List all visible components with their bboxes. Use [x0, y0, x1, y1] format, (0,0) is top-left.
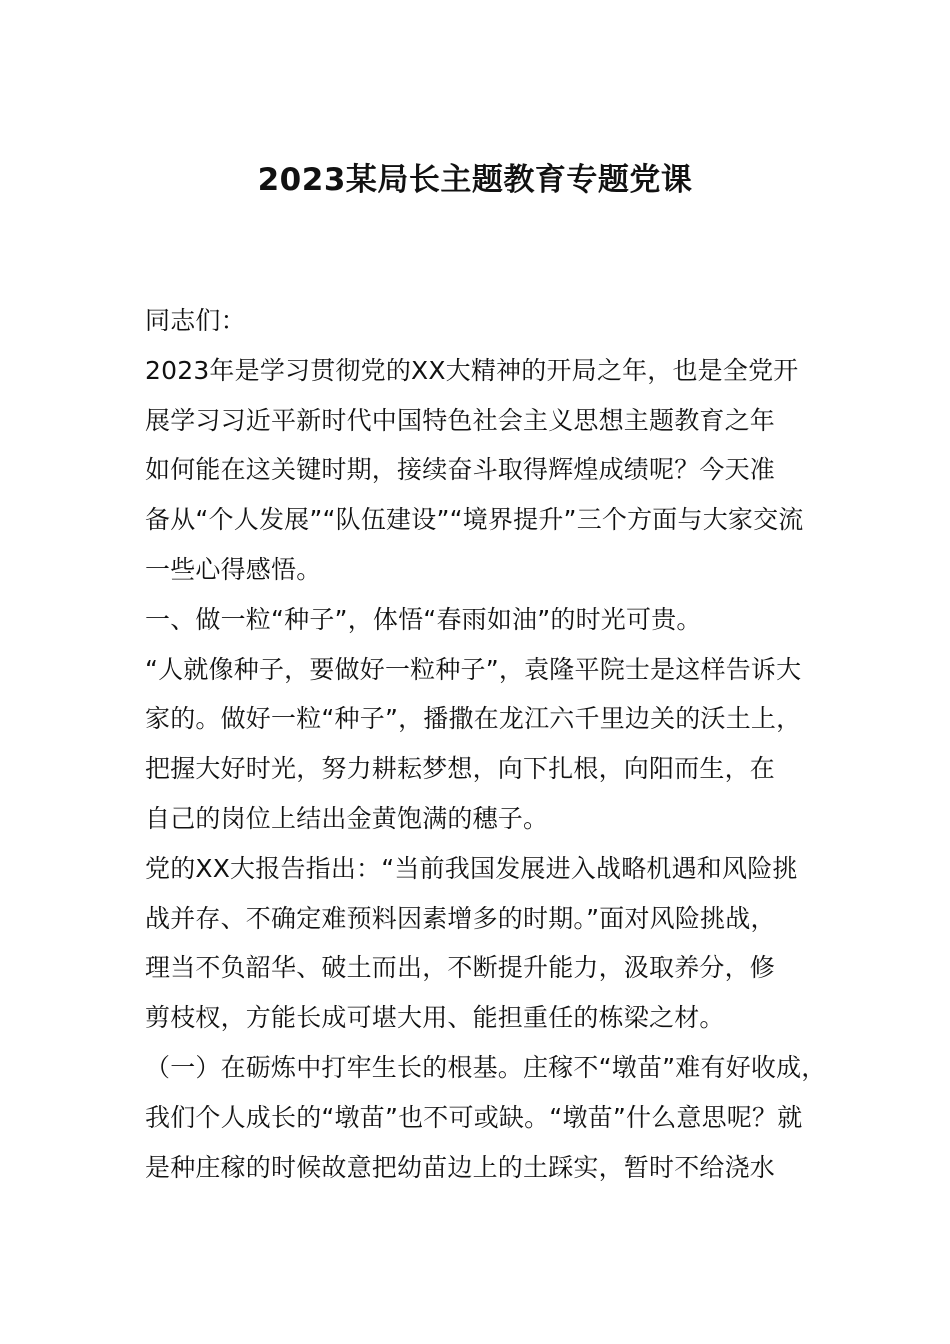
paragraph-line: 党的XX大报告指出：“当前我国发展进入战略机遇和风险挑	[145, 853, 798, 883]
paragraph-line: “人就像种子，要做好一粒种子”，袁隆平院士是这样告诉大	[145, 654, 802, 684]
paragraph-line: 剪枝杈，方能长成可堪大用、能担重任的栋梁之材。	[145, 1003, 725, 1033]
section-heading-line: 一、做一粒“种子”，体悟“春雨如油”的时光可贵。	[145, 604, 702, 634]
paragraph-line: 理当不负韶华、破土而出，不断提升能力，汲取养分，修	[145, 953, 776, 983]
paragraph-line: 备从“个人发展”“队伍建设”“境界提升”三个方面与大家交流	[145, 505, 804, 535]
paragraph-line: 我们个人成长的“墩苗”也不可或缺。“墩苗”什么意思呢？就	[145, 1102, 803, 1132]
paragraph-line: 2023年是学习贯彻党的XX大精神的开局之年，也是全党开	[145, 355, 799, 385]
paragraph-line: 家的。做好一粒“种子”，播撒在龙江六千里边关的沃土上，	[145, 704, 802, 734]
salutation-line: 同志们：	[145, 306, 246, 335]
paragraph-line: 如何能在这关键时期，接续奋斗取得辉煌成绩呢？今天准	[145, 455, 776, 485]
paragraph-line: 战并存、不确定难预料因素增多的时期。”面对风险挑战，	[145, 903, 776, 933]
paragraph-line: 是种庄稼的时候故意把幼苗边上的土踩实，暂时不给浇水	[145, 1152, 776, 1182]
paragraph-line: 把握大好时光，努力耕耘梦想，向下扎根，向阳而生，在	[145, 754, 776, 784]
subsection-line: （一）在砺炼中打牢生长的根基。庄稼不“墩苗”难有好收成，	[145, 1052, 827, 1082]
paragraph-line: 自己的岗位上结出金黄饱满的穗子。	[145, 803, 549, 833]
document-body	[145, 296, 835, 1192]
document-title: 2023某局长主题教育专题党课	[257, 162, 693, 198]
paragraph-line: 一些心得感悟。	[145, 554, 322, 584]
paragraph-line: 展学习习近平新时代中国特色社会主义思想主题教育之年	[145, 405, 776, 435]
